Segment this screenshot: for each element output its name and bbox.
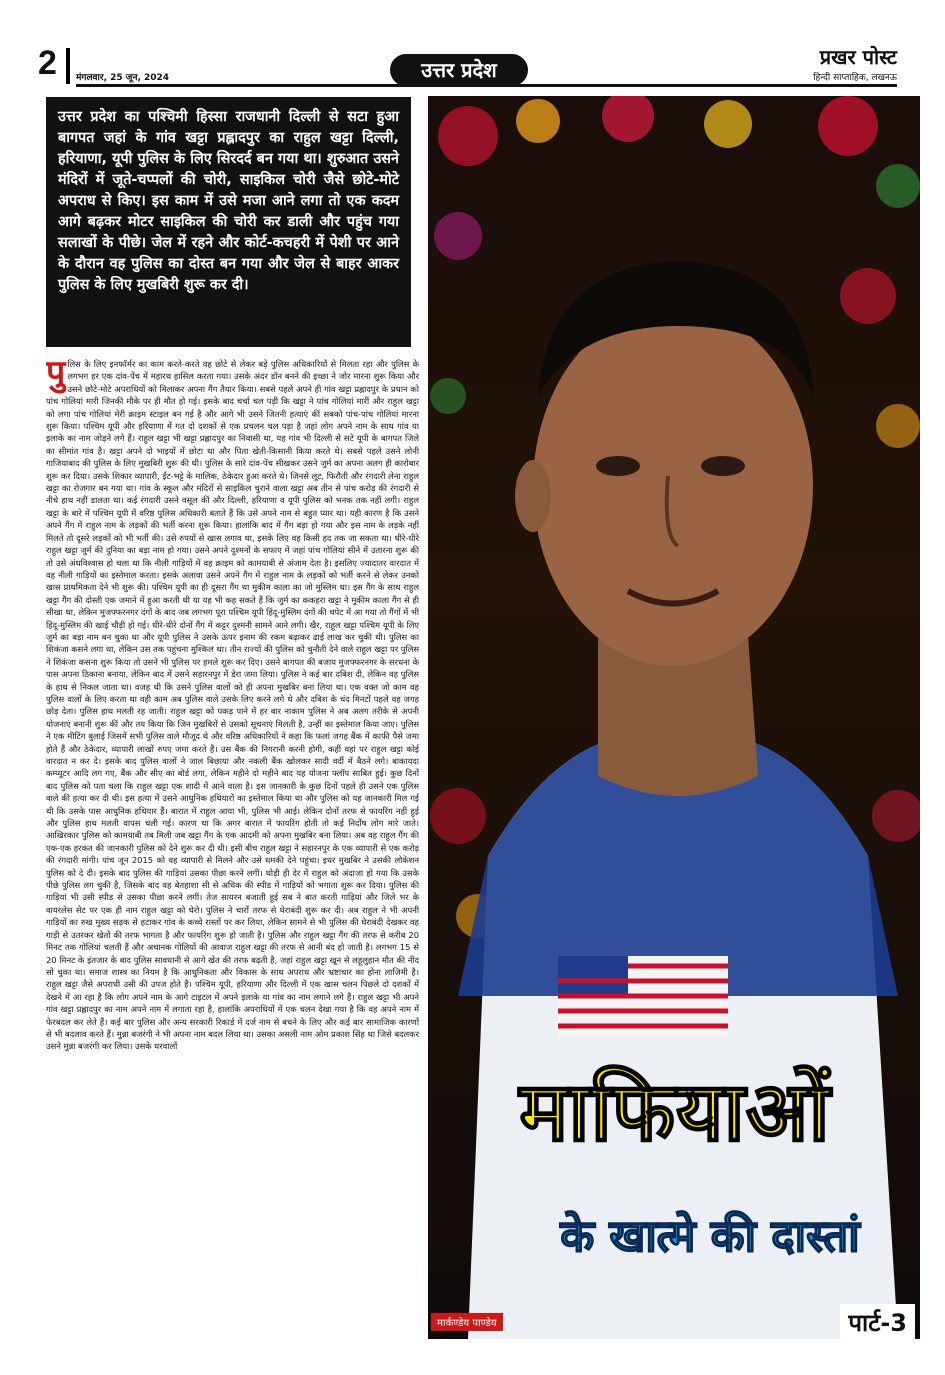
byline: मार्कण्डेय पाण्डेय [431,1313,503,1331]
section-label: उत्तर प्रदेश [390,54,528,86]
subheadline: के खात्मे की दास्तां [560,1211,860,1262]
issue-date: मंगलवार, 25 जून, 2024 [76,73,170,83]
intro-box: उत्तर प्रदेश का पश्चिमी हिस्सा राजधानी दिल्ली से सटा हुआ बागपत जहां के गांव खट्टा प्रह्लादपुर का राहुल खट्टा दिल्ली, हरियाणा, यूपी पुलिस के लिए सिरदर्द बन गया था। शुरुआत उसने मंदिरों में जूते-चप्पलों की चोरी, साइकिल चोरी जैसे छोटे-मोटे अपराध से किए। इस काम में उसे मजा आने लगा तो एक कदम आगे बढ़कर मोटर साइकिल की चोरी कर डाली और पहुंच गया सलाखों के पीछे। जेल में रहने और कोर्ट-कचहरी में पेशी पर आने के दौरान वह पुलिस का दोस्त बन गया और जेल से बाहर आकर पुलिस के लिए मुखबिरी शुरू कर दी। [46,97,411,347]
part-label: पार्ट-3 [840,1304,915,1341]
article-text: लिस के लिए इनफॉर्मर का काम करते-करते वह छोटे से लेकर बड़े पुलिस अधिकारियों से मिलता रहा और पुलिस के लगभग हर एक दांव-पेंच में महारथ हासिल करता गया। उसके अंदर डॉन बनने की इच्छा ने जोर मारना शुरू किया और उसने छोटे-मोटे अपराधियों को मिलाकर अपना गैंग तैयार किया। सबसे पहले अपने ही गांव खट्टा प्रह्लादपुर के प्रधान को पांच गोलियां मारी जिनकी मौके पर ही मौत हो गई। इसके बाद चर्चा चल पड़ी कि खट्टा ने पांच गोलियां मारीं और राहुल खट्टा को लगा पांच गोलियां मेरी क्राइम स्टाइल बन गई है और आगे भी उसने जितनी हत्याएं कीं सबको पांच-पांच गोलियां मारना शुरू किया। पश्चिम यूपी और हरियाणा में गत दो दशकों से एक प्रचलन चल पड़ा है जहां लोग अपने नाम के साथ गांव या इलाके का नाम जोड़ने लगे हैं। राहुल खट्टा भी खट्टा प्रह्लादपुर का निवासी था, यह गांव भी दिल्ली से सटे यूपी के बागपत जिले का सीमांत गांव है। खट्टा अपने दो भाइयों में छोटा था और पिता खेती-किसानी किया करते थे। सबसे पहले उसने लोनी गाजियाबाद की पुलिस के लिए मुखबिरी शुरू की थी। पुलिस के सारे दांव-पेंच सीखकर उसने जुर्म का अपना अलग ही कारोबार शुरू कर दिया। उसके शिकार व्यापारी, ईंट-भट्टे के मालिक, ठेकेदार हुआ करते थे। जिनसे लूट, फिरौती और रंगदारी लेना राहुल खट्टा का रोजगार बन गया था। गांव के स्कूल और मंदिरों से साइकिल चुराने वाला खट्टा अब तीन से पांच करोड़ की रंगदारी से नीचे हाथ नहीं डालता था। कई रंगदारी उसने वसूल कीं और दिल्ली, हरियाणा व यूपी पुलिस को भनक तक नहीं लगी। राहुल खट्टा के बारे में पश्चिम यूपी में वरिष्ठ पुलिस अधिकारी बताते हैं कि उसे अपने नाम से बहुत प्यार था। यही कारण है कि उसने अपने गैंग में राहुल नाम के लड़कों की भर्ती करना शुरू किया। हालांकि बाद में गैंग बड़ा हो गया और इस नाम के लड़के नहीं मिलते तो दूसरे लड़कों को भी भर्ती की। उसे रुपयों से खास लगाव था, इसके लिए वह किसी हद तक जा सकता था। धीरे-धीरे राहुल खट्टा जुर्म की दुनिया का बड़ा नाम हो गया। उसने अपने दुश्मनों के सफाए में जहां पांच गोलियां सीने में उतारना शुरू की तो उसे अंधविश्वास हो चला था कि नीली गाड़ियों में वह क्राइम को कामयाबी से अंजाम देता है। इसलिए ज्यादातर वारदात में वह नीली गाड़ियों का इस्तेमाल करता। इसके अलावा उसने अपने गैंग में राहुल नाम के लड़कों को भर्ती करने से लेकर उनको खास प्राथमिकता देने भी शुरू की। पश्चिम यूपी का ही दूसरा गैंग था मुकीम काला का जो मुस्लिम था। इस गैंग के साथ राहुल खट्टा गैंग की दोस्ती एक जमाने में हुआ करती थी या यह भी कह सकते हैं कि जुर्म का ककहरा खट्टा ने मुकीम काला गैंग से ही सीखा था, लेकिन मुजफ्फरनगर दंगों के बाद जब लगभग पूरा पश्चिम यूपी हिंदू-मुस्लिम दंगों की चपेट में आ गया तो गैंगों में भी हिंदू-मुस्लिम की खाई चौड़ी हो गई। धीरे-धीरे दोनों गैंग में कट्टर दुश्मनी सामने आने लगी। खैर, राहुल खट्टा पश्चिम यूपी के लिए जुर्म का बड़ा नाम बन चुका था और यूपी पुलिस ने उसके ऊपर इनाम की रकम बढ़ाकर ढाई लाख कर चुकी थी। पुलिस का शिकंजा कसने लगा था, लेकिन उस तक पहुंचना मुश्किल था। तीन राज्यों की पुलिस को चुनौती देने वाले राहुल खट्टा पर पुलिस ने शिकंजा कसना शुरू किया तो उसने भी पुलिस पर हमले शुरू कर दिए। उसने बागपत की बजाय मुजफ्फरनगर के सरधना के पास अपना ठिकाना बनाया, लेकिन बाद में उसने सहारनपुर में डेरा जमा लिया। पुलिस ने कई बार दबिश दी, लेकिन वह पुलिस के हाथ से निकल जाता था। वजह थी कि उसने पुलिस वालों को ही अपना मुखबिर बना लिया था। एक वक्त जो काम वह पुलिस वालों के लिए करता था वही काम अब पुलिस वाले उसके लिए करने लगे थे और दबिश के चंद मिनटों पहले वह जगह छोड़ देता। पुलिस हाथ मलती रह जाती। राहुल खट्टा को पकड़ पाने में हर बार नाकाम पुलिस ने अब अलग तरीके से अपनी योजनाएं बनानी शुरू कीं और तय किया कि जिन मुखबिरों से उसको सूचनाएं मिलती है, उन्हीं का इस्तेमाल किया जाए। पुलिस ने एक मीटिंग बुलाई जिसमें सभी पुलिस वाले मौजूद थे और वरिष्ठ अधिकारियों ने कहा कि फलां जगह बैंक में काफी पैसे जमा होते हैं और ठेकेदार, व्यापारी लाखों रुपए जमा करते हैं। उस बैंक की निगरानी करनी होगी, कहीं वहां पर राहुल खट्टा कोई वारदात न कर दे। इसके बाद पुलिस वालों ने जाल बिछाया और नकली बैंक खोलकर सादी वर्दी में बैठने लगे। बाकायदा कम्प्यूटर आदि लग गए, बैंक और सीए का बोर्ड लगा, लेकिन महीने दो महीने बाद यह योजना फ्लॉप साबित हुई। कुछ दिनों बाद पुलिस को पता चला कि राहुल खट्टा एक शादी में आने वाला है। इस जानकारी के कुछ दिनों पहले ही उसने एक पुलिस वाले की हत्या कर दी थी। इस हत्या में उसने आधुनिक हथियारों का इस्तेमाल किया था और पुलिस को यह जानकारी मिल गई थी कि उसके पास आधुनिक हथियार हैं। बारात में राहुल आया भी, पुलिस भी आई। लेकिन दोनों तरफ से फायरिंग नहीं हुई और पुलिस हाथ मलती वापस चली गई। कारण था कि अगर बारात में फायरिंग होती तो कई निर्दोष लोग मारे जाते। आखिरकार पुलिस को कामयाबी तब मिली जब खट्टा गैंग के एक आदमी को अपना मुखबिर बना लिया। अब वह राहुल गैंग की एक-एक हरकत की जानकारी पुलिस को देने शुरू कर दी थी। इसी बीच राहुल खट्टा ने सहारनपुर के एक व्यापारी से एक करोड़ की रंगदारी मांगी। पांच जून 2015 को वह व्यापारी से मिलने और उसे धमकी देने पहुंचा। इधर मुखबिर ने उसकी लोकेशन पुलिस को दे दी। इसके बाद पुलिस की गाड़ियां उसका पीछा करने लगीं। थोड़ी ही देर में राहुल को अंदाजा हो गया कि उसके पीछे पुलिस लग चुकी है, जिसके बाद वह बेतहाशा सी से अधिक की स्पीड में गाड़ियों को भगाता शुरू कर दिया। पुलिस की गाड़ियां भी उसी स्पीड से उसका पीछा करने लगीं। तेज सायरन बजाती हुई सब ने बात करती गाड़ियां और जिले भर के वायरलेस सेट पर एक ही नाम राहुल खट्टा को घेरो। पुलिस ने चारों तरफ से घेराबंदी शुरू कर दी। अब राहुल ने भी अपनी गाड़ियों का रुख मुख्य सड़क से हटाकर गांव के कच्चे रास्तों पर कर लिया, लेकिन सामने से भी पुलिस की घेराबंदी देखकर वह गाड़ी से उतरकर खेतों की तरफ भागता है और फायरिंग शुरू हो जाती है। पुलिस और राहुल खट्टा गैंग की तरफ से करीब 20 मिनट तक गोलियां चलती हैं और अचानक गोलियों की आवाज राहुल खट्टा की तरफ से आनी बंद हो जाती है। लगभग 15 से 20 मिनट के इंतजार के बाद पुलिस सावधानी से आगे खेत की तरफ बढ़ती है, जहां राहुल खट्टा खून से लहूलुहान मौत की नींद सो चुका था। समाज शास्त्र का नियम है कि आधुनिकता और विकास के साथ अपराध और भ्रष्टाचार का होना लाजिमी है। राहुल खट्टा जैसे अपराधी उसी की उपज होते हैं। पश्चिम यूपी, हरियाणा और दिल्ली में एक खास चलन पिछले दो दशकों में देखने में आ रहा है कि लोग अपने नाम के आगे टाइटल में अपने इलाके या गांव का नाम लगाने लगे हैं। राहुल खट्टा भी अपने गांव खट्टा प्रह्लादपुर का नाम अपने नाम में लगाता रहा है, हालांकि अपराधियों में एक चलन देखा गया है कि वह अपने नाम में फेरबदल कर लेते हैं। कई बार पुलिस और अन्य सरकारी रिकार्ड में दर्ज नाम से बचने के लिए और कई बार सामाजिक कारणों से भी बदलाव करते हैं। मुन्ना बजरंगी ने भी अपना नाम बदल लिया था। उसका असली नाम ओम प्रकाश सिंह था जिसे बदलकर उसने मुन्ना बजरंगी कर लिया। उसके घरवालों [46,359,419,1052]
header-rule [76,84,897,87]
article-body [46,358,419,1336]
page-number: 2 [38,44,57,82]
masthead-title: प्रखर पोस्ट [819,45,897,69]
masthead [813,46,897,83]
masthead-subtitle: हिन्दी साप्ताहिक, लखनऊ [813,73,897,83]
drop-cap: पु [46,358,66,393]
headline: माफियाओं [519,1065,831,1160]
page-number-divider [66,48,70,84]
